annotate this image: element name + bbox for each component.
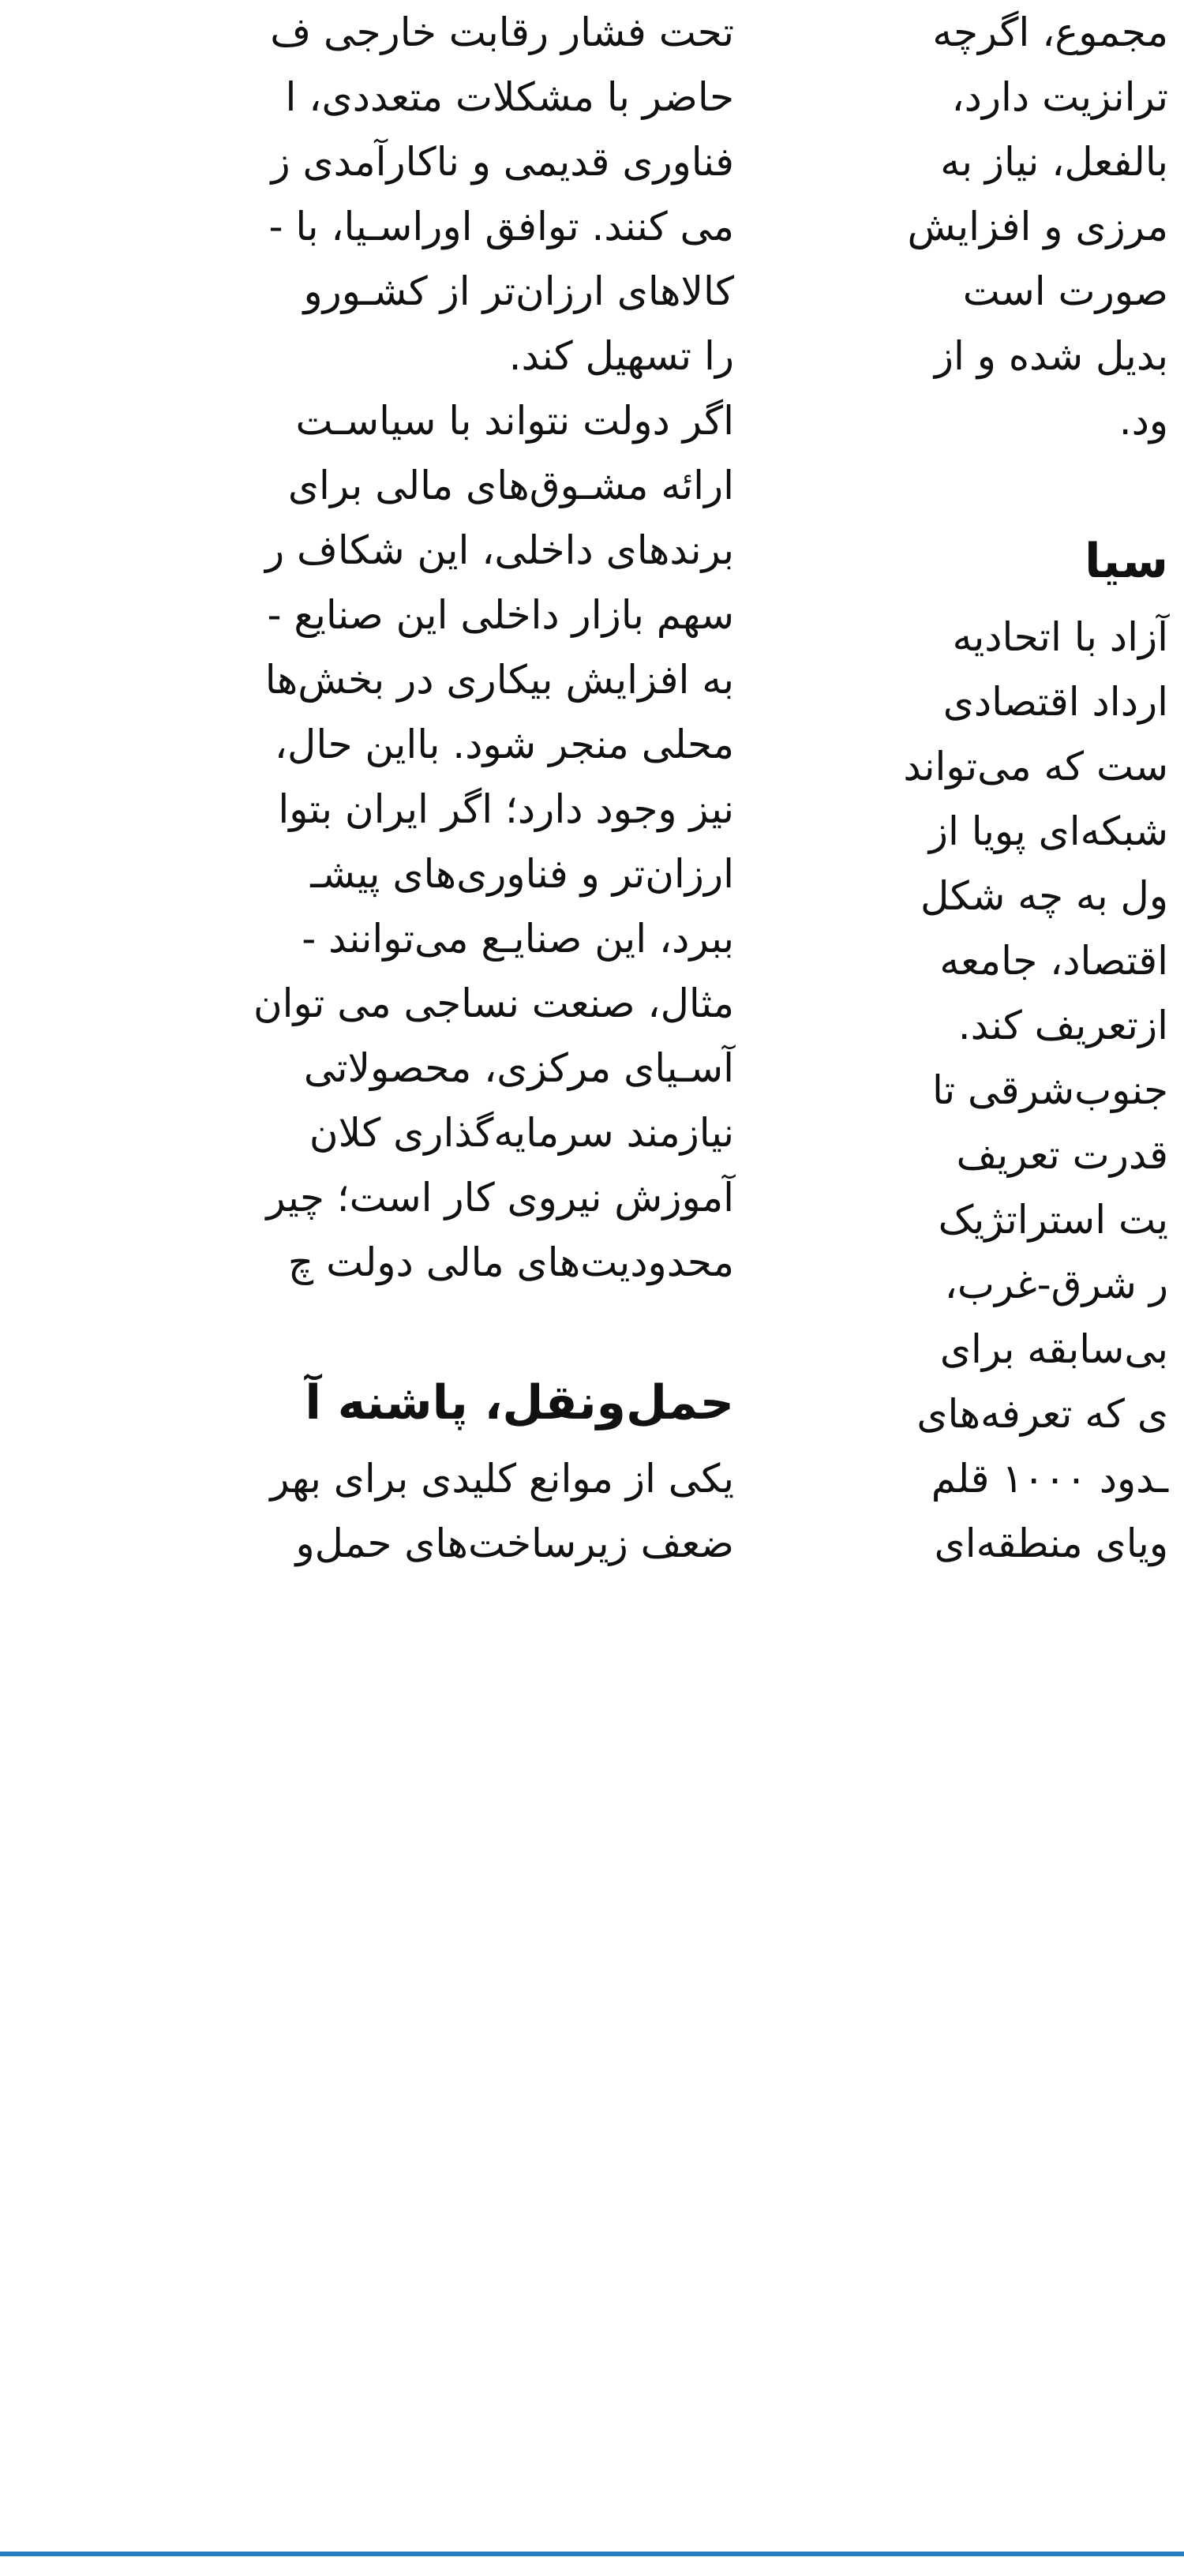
text-line: جنوب‌شرقی تا [932, 1067, 1168, 1113]
left-column [0, 0, 734, 1576]
text-line: کالاهای ارزان‌تر از کشـورو [303, 268, 734, 314]
text-line: ست که می‌تواند [903, 744, 1168, 789]
text-line: نیازمند سرمایه‌گذاری کلان [309, 1110, 734, 1156]
text-line: یکی از موانع کلیدی برای بهر [270, 1456, 734, 1502]
right-column [813, 0, 1168, 1576]
text-line: را تسهیل کند. [508, 333, 734, 379]
text-line: به افزایش بیکاری در بخش‌ها [264, 657, 734, 703]
text-line: ضعف زیرساخت‌های حمل‌و [295, 1520, 734, 1566]
text-line: ر شرق-غرب، [944, 1262, 1168, 1307]
right-column-body [813, 0, 1168, 1576]
text-line: آموزش نیروی کار است؛ چیر [266, 1175, 734, 1221]
text-line: محلی منجر شود. بااین حال، [274, 722, 734, 767]
text-line: ارائه مشـوق‌های مالی برای [287, 463, 734, 508]
text-line: مرزی و افزایش [907, 204, 1168, 249]
text-line: بدیل شده و از [934, 333, 1168, 379]
text-line: ترانزیت دارد، [951, 74, 1168, 120]
text-line: نیز وجود دارد؛ اگر ایران بتوا [278, 786, 734, 832]
text-line: ود. [1118, 398, 1168, 444]
text-line: ارزان‌تر و فناوری‌های پیشـ [310, 851, 734, 897]
text-line: ویای منطقه‌ای [934, 1520, 1168, 1566]
text-line: شبکه‌ای پویا از [928, 808, 1168, 854]
text-line: مجموع، اگرچه [932, 9, 1168, 55]
section-heading: حمل‌ونقل، پاشنه ‌آ [305, 1375, 734, 1430]
text-line: محدودیت‌های مالی دولت چ [287, 1239, 734, 1285]
paragraph-gap [813, 453, 1168, 518]
text-line: فناوری قدیمی و ناکارآمدی ز [271, 139, 734, 185]
text-line: حاضر با مشکلات متعددی، ا [285, 74, 734, 120]
text-line: آسـیای مرکزی، محصولاتی [303, 1045, 734, 1091]
text-line: می کنند. توافق اوراسـیا، با - [268, 204, 734, 249]
text-line: مثال، صنعت نساجی می توان [253, 981, 734, 1026]
left-column-body [32, 0, 734, 1576]
text-line: ازتعریف کند. [957, 1003, 1168, 1048]
text-line: سهم بازار داخلی این صنایع - [267, 592, 734, 638]
text-line: صورت است [962, 268, 1168, 314]
text-line: تحت فشار رقابت خارجی ف [270, 9, 734, 55]
text-line: ارداد اقتصادی [942, 679, 1168, 725]
text-line: ول به چه شکل [920, 873, 1168, 919]
text-line: بالفعل، نیاز به [940, 139, 1168, 185]
text-line: برندهای داخلی، این شکاف ر [265, 527, 734, 573]
paragraph-gap [32, 1295, 734, 1359]
text-line: بی‌سابقه برای [939, 1326, 1168, 1372]
text-line: اگر دولت نتواند با سیاسـت [295, 398, 734, 444]
text-line: ببرد، این صنایـع می‌توانند - [302, 916, 734, 962]
text-line: ـدود ۱۰۰۰ قلم [931, 1456, 1168, 1502]
text-line: آزاد با اتحادیه [952, 614, 1168, 660]
footer-rule [0, 2552, 1184, 2556]
text-line: یت استراتژیک [938, 1197, 1168, 1243]
text-line: قدرت تعریف [956, 1132, 1168, 1178]
section-heading: سیا [1084, 534, 1168, 589]
text-line: ی که تعرفه‌های [916, 1391, 1168, 1437]
text-line: اقتصاد، جامعه [939, 938, 1168, 984]
